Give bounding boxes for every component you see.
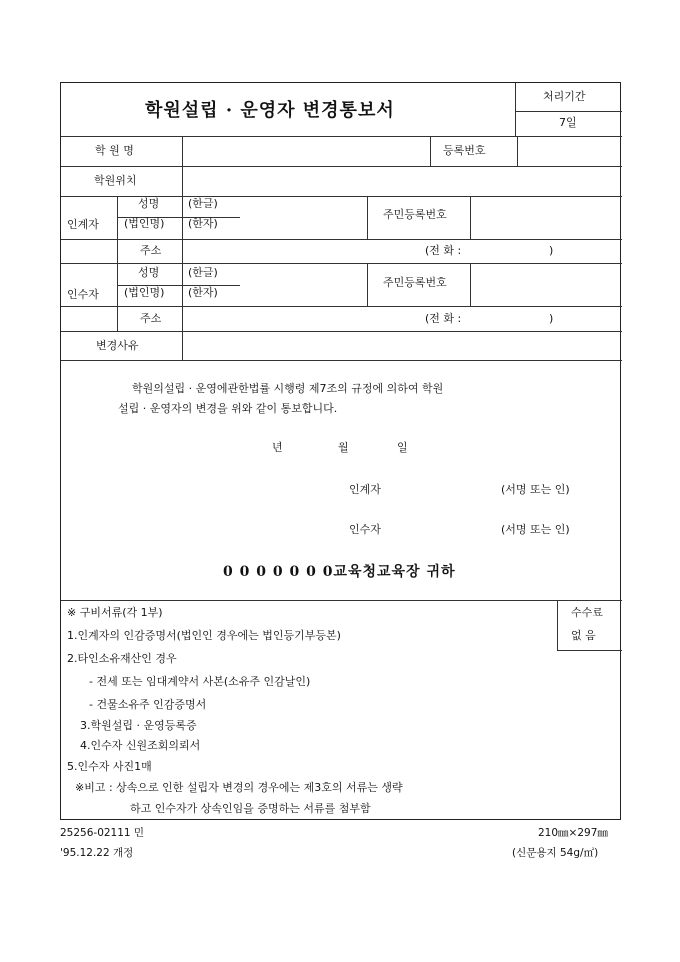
signature-transferee-label: 인수자 (349, 523, 381, 536)
document-item: - 건물소유주 인감증명서 (89, 698, 207, 711)
transferee-corp-label: (법인명) (124, 286, 165, 299)
transferor-rrn-label: 주민등록번호 (383, 208, 447, 221)
document-item: 1.인계자의 인감증명서(법인인 경우에는 법인등기부등본) (67, 629, 341, 642)
divider (61, 600, 622, 601)
divider (470, 196, 471, 239)
transferee-rrn-label: 주민등록번호 (383, 276, 447, 289)
transferee-hangul-label: (한글) (188, 266, 218, 279)
documents-header: ※ 구비서류(각 1부) (67, 606, 163, 619)
divider (61, 360, 622, 361)
date-year: 년 (272, 441, 283, 454)
divider (557, 600, 558, 650)
divider (515, 83, 516, 136)
processing-period-value: 7일 (559, 116, 577, 129)
processing-period-label: 처리기간 (543, 90, 586, 103)
divider (61, 331, 622, 332)
transferee-phone-label: (전 화 : (425, 312, 462, 325)
registration-number-label: 등록번호 (443, 144, 486, 157)
transferor-corp-label: (법인명) (124, 217, 165, 230)
divider (517, 136, 518, 166)
divider (117, 196, 118, 331)
paper-size: 210㎜×297㎜ (538, 827, 608, 839)
transferee-phone-close: ) (549, 312, 554, 325)
divider (557, 650, 622, 651)
transferor-group-label: 인계자 (67, 218, 99, 231)
divider (182, 136, 183, 360)
divider (515, 111, 622, 112)
divider (430, 136, 431, 166)
divider (61, 166, 622, 167)
transferee-group-label: 인수자 (67, 288, 99, 301)
date-month: 월 (338, 441, 349, 454)
document-item: - 전세 또는 임대계약서 사본(소유주 인감날인) (89, 675, 311, 688)
document-item: 2.타인소유재산인 경우 (67, 652, 177, 665)
divider (61, 306, 622, 307)
transferee-hanja-label: (한자) (188, 286, 218, 299)
transferee-name-label: 성명 (138, 266, 160, 279)
date-day: 일 (397, 441, 408, 454)
statement-line-1: 학원의설립 · 운영에관한법률 시행령 제7조의 규정에 의하여 학원 (132, 382, 444, 395)
transferor-hanja-label: (한자) (188, 217, 218, 230)
transferor-name-label: 성명 (138, 197, 160, 210)
fee-value: 없 음 (571, 629, 596, 642)
document-item: 3.학원설립 · 운영등록증 (80, 719, 197, 732)
transferor-hangul-label: (한글) (188, 197, 218, 210)
form-title: 학원설립 · 운영자 변경통보서 (145, 100, 395, 121)
divider (470, 263, 471, 306)
documents-note-line-1: ※비고 : 상속으로 인한 설립자 변경의 경우에는 제3호의 서류는 생략 (75, 781, 403, 794)
fee-label: 수수료 (571, 606, 603, 619)
paper-type: (신문용지 54g/㎡) (512, 847, 599, 859)
transferor-phone-label: (전 화 : (425, 244, 462, 257)
documents-note-line-2: 하고 인수자가 상속인임을 증명하는 서류를 첨부함 (130, 802, 371, 815)
divider (61, 239, 622, 240)
academy-location-label: 학원위치 (94, 174, 137, 187)
transferor-address-label: 주소 (140, 244, 162, 257)
addressee: 0 0 0 0 0 0 0교육청교육장 귀하 (223, 564, 456, 580)
form-number: 25256-02111 민 (60, 827, 145, 839)
transferee-address-label: 주소 (140, 312, 162, 325)
document-item: 5.인수자 사진1매 (67, 760, 152, 773)
academy-name-label: 학 원 명 (95, 144, 134, 157)
signature-transferor-label: 인계자 (349, 483, 381, 496)
divider (367, 263, 368, 306)
transferor-phone-close: ) (549, 244, 554, 257)
divider (367, 196, 368, 239)
statement-line-2: 설립 · 운영자의 변경을 위와 같이 통보합니다. (118, 402, 338, 415)
notification-form (60, 82, 621, 820)
divider (61, 136, 622, 137)
signature-transferor-seal: (서명 또는 인) (501, 483, 570, 496)
revision-date: '95.12.22 개정 (60, 847, 134, 859)
divider (61, 263, 622, 264)
document-item: 4.인수자 신원조회의뢰서 (80, 739, 201, 752)
change-reason-label: 변경사유 (96, 339, 139, 352)
signature-transferee-seal: (서명 또는 인) (501, 523, 570, 536)
